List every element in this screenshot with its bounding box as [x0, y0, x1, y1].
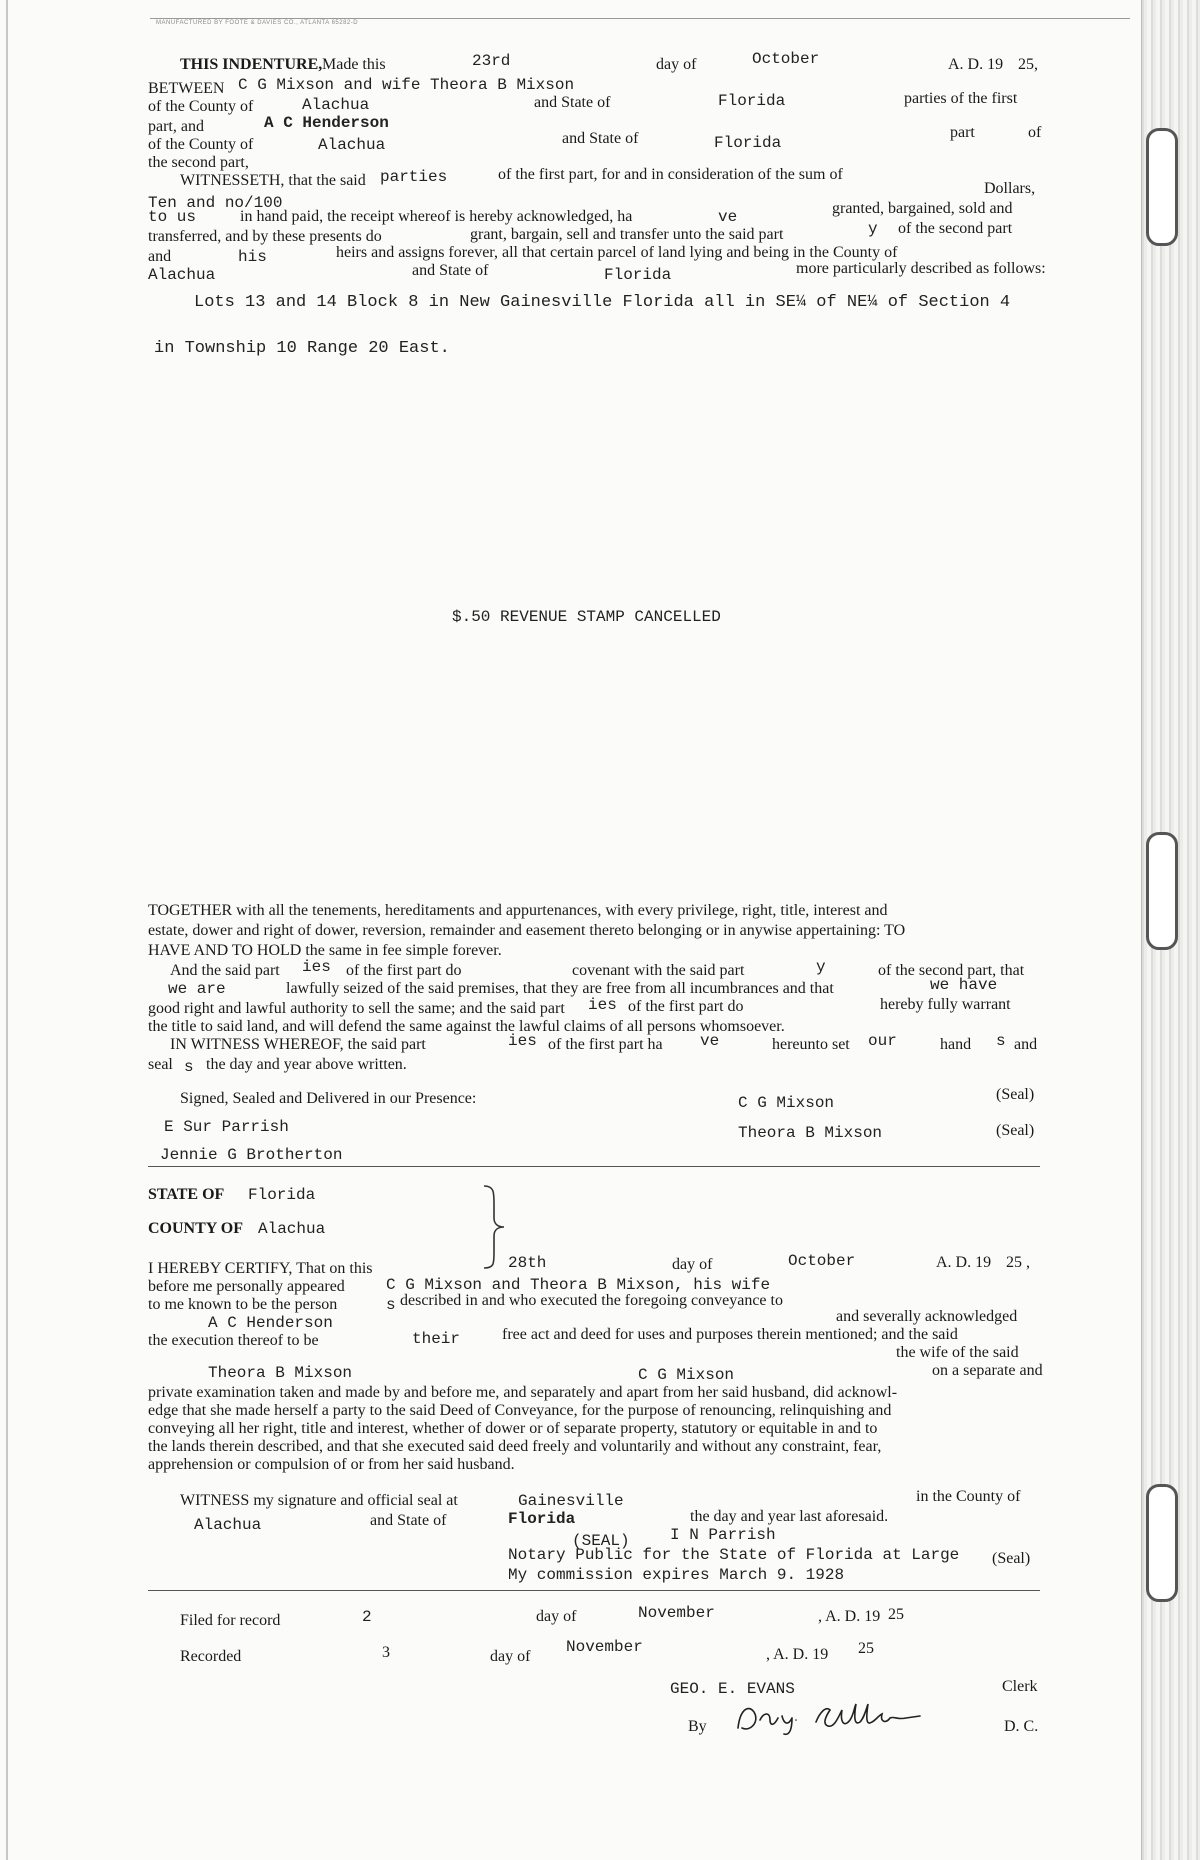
conveyance-grantee: A C Henderson	[208, 1314, 333, 1332]
header-rule	[150, 18, 1130, 19]
recorded-label: Recorded	[180, 1648, 242, 1665]
deed-month: October	[752, 50, 820, 68]
seal-label: seal	[148, 1056, 173, 1073]
notary-state: Florida	[508, 1510, 576, 1528]
heirs-text: heirs and assigns forever, all that certain parcel of land lying and being in the County of	[336, 244, 898, 261]
deputy-clerk-label: D. C.	[1004, 1718, 1039, 1735]
notary-seal-typed: (SEAL)	[572, 1532, 630, 1550]
ack-year: 25 ,	[1006, 1254, 1030, 1271]
habendum-line-2: estate, dower and right of dower, reversion, remainder and easement thereto belonging or in anywise appertaining: TO	[148, 922, 906, 939]
hereby-warrant: hereby fully warrant	[880, 996, 1011, 1013]
receipt-text: in hand paid, the receipt whereof is hereby acknowledged, ha	[240, 208, 633, 225]
venue-county: Alachua	[258, 1220, 326, 1238]
printer-imprint: MANUFACTURED BY FOOTE & DAVIES CO., ATLANTA 65282-D	[156, 20, 359, 26]
defend-title-text: the title to said land, and will defend the same against the lawful claims of all persons whomsoever.	[148, 1018, 785, 1035]
filed-label: Filed for record	[180, 1612, 281, 1629]
grantor-1-signature: C G Mixson	[738, 1094, 835, 1112]
land-state: Florida	[604, 266, 672, 284]
ad-label: A. D. 19	[948, 56, 1004, 73]
grantee: A C Henderson	[264, 114, 389, 132]
legal-description-line-1: Lots 13 and 14 Block 8 in New Gainesville Florida all in SE¼ of NE¼ of Section 4	[194, 293, 1011, 312]
recorded-day: 3	[382, 1644, 390, 1661]
parties-suffix-2: ies	[588, 996, 617, 1014]
ack-ad: A. D. 19	[936, 1254, 992, 1271]
recorded-month: November	[566, 1638, 643, 1656]
indenture-title: THIS INDENTURE,	[180, 56, 323, 73]
parties-suffix-1: ies	[302, 958, 331, 976]
ack-day: 28th	[508, 1254, 547, 1272]
ack-day-of: day of	[672, 1256, 713, 1273]
venue-brace	[478, 1182, 508, 1272]
second-part-label: the second part,	[148, 154, 249, 171]
of-label: of	[1028, 124, 1042, 141]
we-are: we are	[168, 980, 226, 998]
filed-month: November	[638, 1604, 715, 1622]
state-of-label: STATE OF	[148, 1186, 225, 1203]
notary-name: I N Parrish	[670, 1526, 776, 1544]
filed-ad: , A. D. 19	[818, 1608, 881, 1625]
in-witness-whereof: IN WITNESS WHEREOF, the said part	[170, 1036, 426, 1053]
party-suffix: y	[868, 220, 878, 238]
wife-name: Theora B Mixson	[208, 1364, 353, 1382]
separate-and: on a separate and	[932, 1362, 1043, 1379]
day-year-above: the day and year above written.	[206, 1056, 407, 1073]
his-pronoun: his	[238, 248, 267, 266]
witnesseth-label: WITNESSETH, that the said	[180, 172, 366, 189]
state-label: and State of	[534, 94, 611, 111]
filed-day-of: day of	[536, 1608, 577, 1625]
state-label-2: and State of	[562, 130, 639, 147]
grant-text: grant, bargain, sell and transfer unto the said part	[470, 226, 784, 243]
first-part-do: of the first part do	[346, 962, 462, 979]
appearing-persons: C G Mixson and Theora B Mixson, his wife	[386, 1276, 771, 1294]
recorded-day-of: day of	[490, 1648, 531, 1665]
and-label-2: and	[1014, 1036, 1038, 1053]
binding-hole	[1146, 128, 1178, 246]
habendum-line-3: HAVE AND TO HOLD the same in fee simple forever.	[148, 942, 502, 959]
clerk-name: GEO. E. EVANS	[670, 1680, 795, 1698]
day-of-label: day of	[656, 56, 697, 73]
clerk-label: Clerk	[1002, 1678, 1038, 1695]
county-label-2: of the County of	[148, 136, 254, 153]
seals-suffix: s	[184, 1058, 194, 1076]
transferred-text: transferred, and by these presents do	[148, 228, 382, 245]
known-to-me: to me known to be the person	[148, 1296, 338, 1313]
by-label: By	[688, 1718, 707, 1735]
notary-title: Notary Public for the State of Florida at Large	[508, 1546, 960, 1564]
commission-expires: My commission expires March 9. 1928	[508, 1566, 845, 1584]
first-part-do-2: of the first part do	[628, 998, 744, 1015]
part-and-label: part, and	[148, 118, 204, 135]
described-text: described in and who executed the foregoing conveyance to	[400, 1292, 783, 1309]
certify-text: I HEREBY CERTIFY, That on this	[148, 1260, 373, 1277]
witness-seal-text: WITNESS my signature and official seal at	[180, 1492, 458, 1509]
dollars-label: Dollars,	[984, 180, 1036, 197]
grantor-county: Alachua	[302, 96, 370, 114]
notary-state-label: and State of	[370, 1512, 447, 1529]
filed-year: 25	[888, 1606, 904, 1623]
notary-city: Gainesville	[518, 1492, 624, 1510]
deed-day: 23rd	[472, 52, 511, 70]
county-label: of the County of	[148, 98, 254, 115]
grantor-2-signature: Theora B Mixson	[738, 1124, 883, 1142]
free-act-text: free act and deed for uses and purposes therein mentioned; and the said	[502, 1326, 958, 1343]
day-last-aforesaid: the day and year last aforesaid.	[690, 1508, 889, 1525]
exam-line-3: conveying all her right, title and interest, whether of dower or of separate property, statutory or equitable in and to	[148, 1420, 878, 1437]
have-suffix: ve	[718, 208, 738, 226]
and-label: and	[148, 248, 172, 265]
section-divider-2	[148, 1590, 1040, 1591]
seal-mark-1: (Seal)	[996, 1086, 1035, 1103]
binding-hole	[1146, 1484, 1178, 1602]
said-parties: parties	[380, 168, 448, 186]
consideration-sum: Ten and no/100	[148, 194, 283, 212]
witness-1-signature: E Sur Parrish	[164, 1118, 289, 1136]
between-label: BETWEEN	[148, 80, 225, 97]
granted-text: granted, bargained, sold and	[832, 200, 1013, 217]
binding-hole	[1146, 832, 1178, 950]
in-county-of: in the County of	[916, 1488, 1021, 1505]
parties-first-label: parties of the first	[904, 90, 1018, 107]
wife-of-text: the wife of the said	[896, 1344, 1019, 1361]
good-right-text: good right and lawful authority to sell the same; and the said part	[148, 1000, 565, 1017]
severally-acknowledged: and severally acknowledged	[836, 1308, 1018, 1325]
signed-sealed-label: Signed, Sealed and Delivered in our Presence:	[180, 1090, 477, 1107]
of-second-part: of the second part	[898, 220, 1013, 237]
legal-description-line-2: in Township 10 Range 20 East.	[154, 339, 450, 358]
we-have: we have	[930, 976, 998, 994]
exam-line-2: edge that she made herself a party to the said Deed of Conveyance, for the purpose of renouncing, relinquishing and	[148, 1402, 892, 1419]
venue-state: Florida	[248, 1186, 316, 1204]
lawfully-seized: lawfully seized of the said premises, that they are free from all incumbrances and that	[286, 980, 834, 997]
land-county: Alachua	[148, 266, 216, 284]
consideration-text: of the first part, for and in consideration of the sum of	[498, 166, 843, 183]
have-suffix-2: ve	[700, 1032, 720, 1050]
execution-text: the execution thereof to be	[148, 1332, 319, 1349]
persons-suffix: s	[386, 1296, 396, 1314]
more-particularly: more particularly described as follows:	[796, 260, 1046, 277]
first-part-have: of the first part ha	[548, 1036, 663, 1053]
exam-line-5: apprehension or compulsion of or from her said husband.	[148, 1456, 515, 1473]
deed-year: 25,	[1018, 56, 1038, 73]
state-label-3: and State of	[412, 262, 489, 279]
grantee-state: Florida	[714, 134, 782, 152]
filed-day: 2	[362, 1608, 372, 1626]
made-this-label: Made this	[322, 56, 386, 73]
hand-label: hand	[940, 1036, 972, 1053]
county-of-label: COUNTY OF	[148, 1220, 243, 1237]
our-pronoun: our	[868, 1032, 897, 1050]
covenant-text: And the said part	[170, 962, 280, 979]
page-edge	[6, 0, 8, 1860]
seal-mark-2: (Seal)	[996, 1122, 1035, 1139]
hands-suffix: s	[996, 1032, 1006, 1050]
husband-name: C G Mixson	[638, 1366, 735, 1384]
revenue-stamp-note: $.50 REVENUE STAMP CANCELLED	[452, 608, 721, 626]
grantee-county: Alachua	[318, 136, 386, 154]
recorded-year: 25	[858, 1640, 874, 1657]
deputy-clerk-signature	[730, 1698, 930, 1738]
habendum-line-1: TOGETHER with all the tenements, hereditaments and appurtenances, with every privilege, right, title, interest and	[148, 902, 888, 919]
section-divider	[148, 1166, 1040, 1167]
notary-county: Alachua	[194, 1516, 262, 1534]
exam-line-4: the lands therein described, and that she executed said deed freely and voluntarily and without any constraint, fear,	[148, 1438, 882, 1455]
before-me-text: before me personally appeared	[148, 1278, 345, 1295]
exam-line-1: private examination taken and made by and before me, and separately and apart from her said husband, did acknowl-	[148, 1384, 898, 1401]
recorded-ad: , A. D. 19	[766, 1646, 829, 1663]
party-suffix-2: y	[816, 958, 826, 976]
grantor-state: Florida	[718, 92, 786, 110]
their-pronoun: their	[412, 1330, 461, 1348]
ack-month: October	[788, 1252, 856, 1270]
notary-seal-printed: (Seal)	[992, 1550, 1031, 1567]
part-label: part	[950, 124, 975, 141]
second-part-that: of the second part, that	[878, 962, 1025, 979]
hereunto-set: hereunto set	[772, 1036, 850, 1053]
parties-suffix-3: ies	[508, 1032, 537, 1050]
paid-to: to us	[148, 208, 197, 226]
grantors: C G Mixson and wife Theora B Mixson	[238, 76, 575, 94]
witness-2-signature: Jennie G Brotherton	[160, 1146, 343, 1164]
covenant-with: covenant with the said part	[572, 962, 745, 979]
